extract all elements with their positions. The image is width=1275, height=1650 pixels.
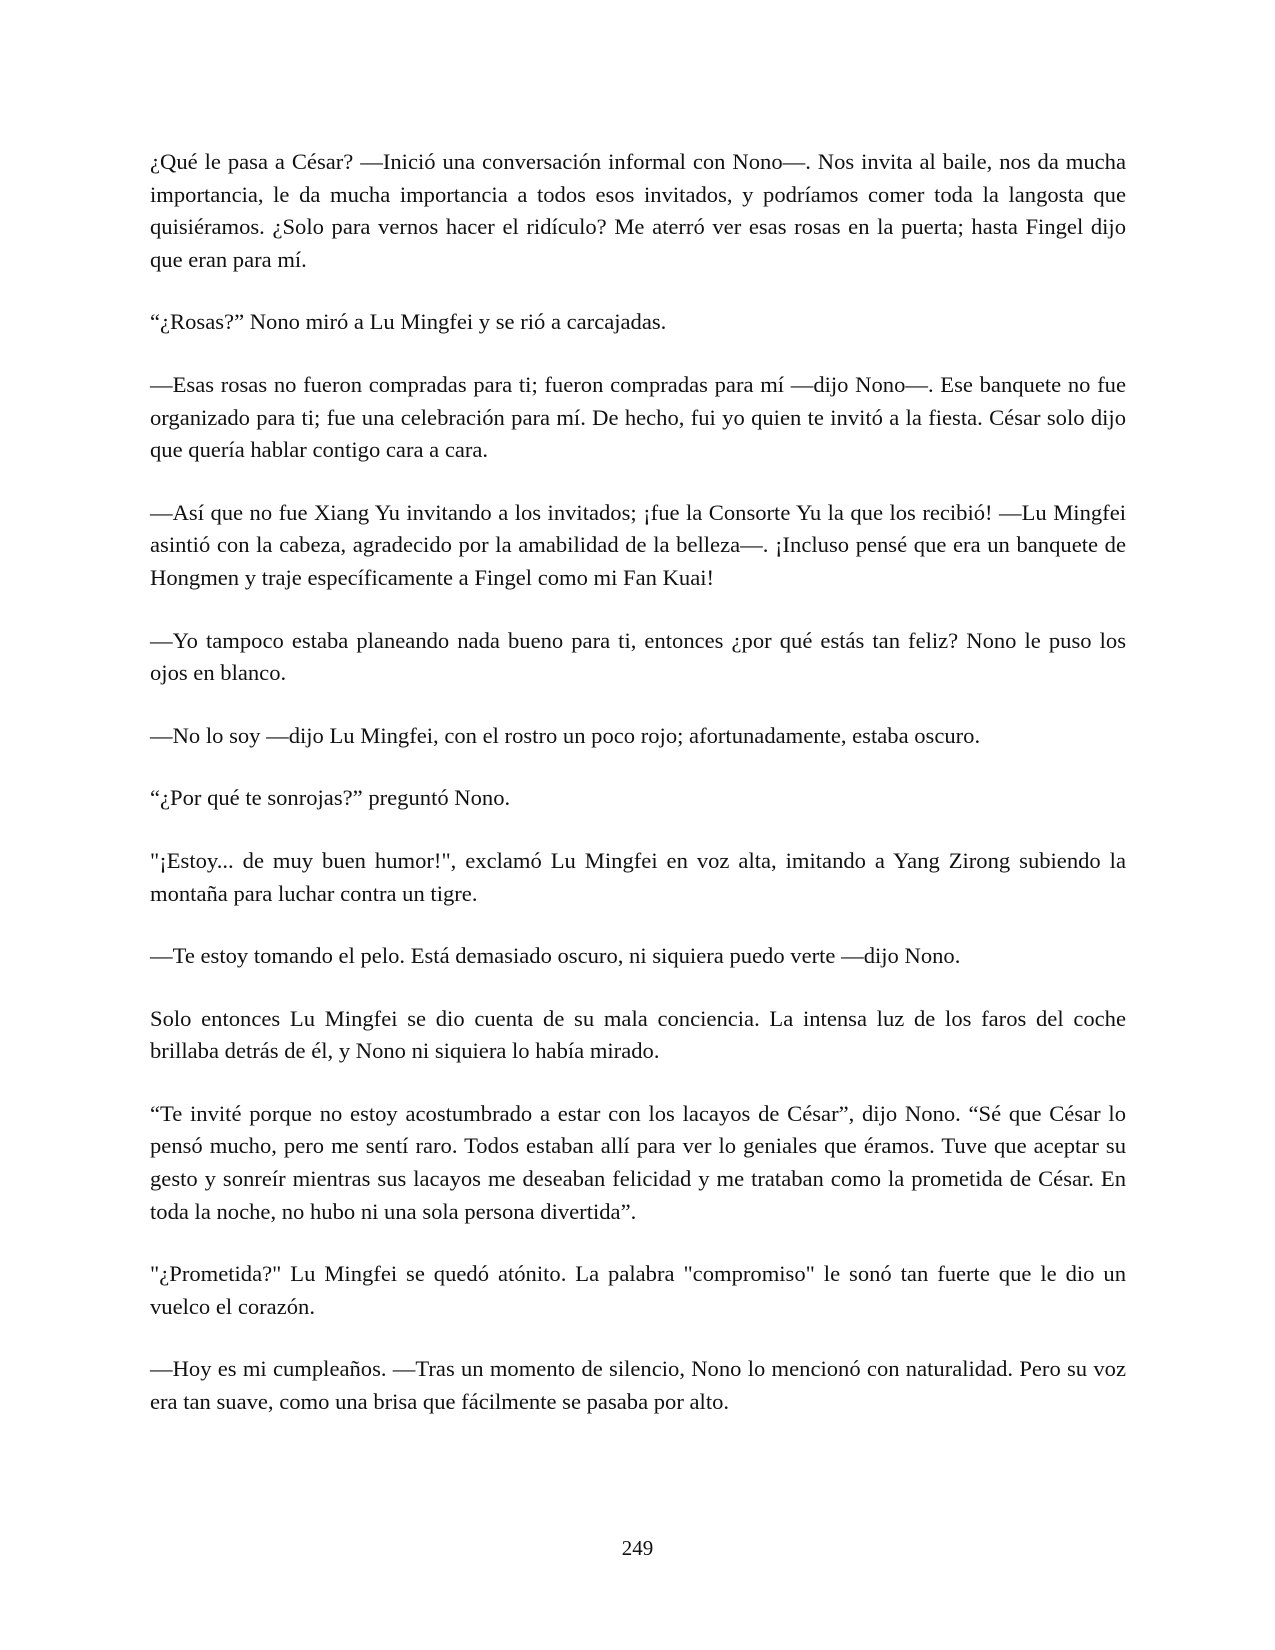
paragraph-13: —Hoy es mi cumpleaños. —Tras un momento de silencio, Nono lo mencionó con naturalidad. Pero su voz era tan suave, como una brisa que fácilmente se pasaba por alto.	[150, 1356, 1126, 1415]
page-number: 249	[621, 1536, 654, 1560]
paragraph-7: “¿Por qué te sonrojas?” preguntó Nono.	[150, 785, 511, 811]
paragraph-9: —Te estoy tomando el pelo. Está demasiado oscuro, ni siquiera puedo verte —dijo Nono.	[150, 943, 961, 969]
paragraph-12: "¿Prometida?" Lu Mingfei se quedó atónito. La palabra "compromiso" le sonó tan fuerte que le dio un vuelco el corazón.	[150, 1261, 1126, 1319]
page-body	[150, 146, 1126, 1449]
paragraph-11: “Te invité porque no estoy acostumbrado a estar con los lacayos de César”, dijo Nono. “Sé que César lo pensó mucho, pero me sentí raro. Todos estaban allí para ver lo geniales que éramos. Tuve que aceptar su gesto y sonreír mientras sus lacayos me deseaban felicidad y me trataban como la prometida de César. En toda la noche, no hubo ni una sola persona divertida”.	[150, 1100, 1126, 1224]
paragraph-8: "¡Estoy... de muy buen humor!", exclamó Lu Mingfei en voz alta, imitando a Yang Zirong subiendo la montaña para luchar contra un tigre.	[150, 847, 1126, 906]
paragraph-4: —Así que no fue Xiang Yu invitando a los invitados; ¡fue la Consorte Yu la que los recibió! —Lu Mingfei asintió con la cabeza, agradecido por la amabilidad de la belleza—. ¡Incluso pensé que era un banquete de Hongmen y traje específicamente a Fingel como mi Fan Kuai!	[150, 499, 1126, 590]
paragraph-3: —Esas rosas no fueron compradas para ti; fueron compradas para mí —dijo Nono—. Ese banquete no fue organizado para ti; fue una celebración para mí. De hecho, fui yo quien te invitó a la fiesta. César solo dijo que quería hablar contigo cara a cara.	[150, 371, 1126, 463]
paragraph-10: Solo entonces Lu Mingfei se dio cuenta de su mala conciencia. La intensa luz de los faros del coche brillaba detrás de él, y Nono ni siquiera lo había mirado.	[150, 1005, 1126, 1064]
paragraph-1: ¿Qué le pasa a César? —Inició una conversación informal con Nono—. Nos invita al baile, nos da mucha importancia, le da mucha importancia a todos esos invitados, y podríamos comer toda la langosta que quisiéramos. ¿Solo para vernos hacer el ridículo? Me aterró ver esas rosas en la puerta; hasta Fingel dijo que eran para mí.	[150, 149, 1126, 272]
paragraph-2: “¿Rosas?” Nono miró a Lu Mingfei y se rió a carcajadas.	[150, 309, 667, 335]
paragraph-6: —No lo soy —dijo Lu Mingfei, con el rostro un poco rojo; afortunadamente, estaba oscuro.	[150, 722, 981, 748]
paragraph-5: —Yo tampoco estaba planeando nada bueno para ti, entonces ¿por qué estás tan feliz? Nono le puso los ojos en blanco.	[150, 627, 1126, 686]
